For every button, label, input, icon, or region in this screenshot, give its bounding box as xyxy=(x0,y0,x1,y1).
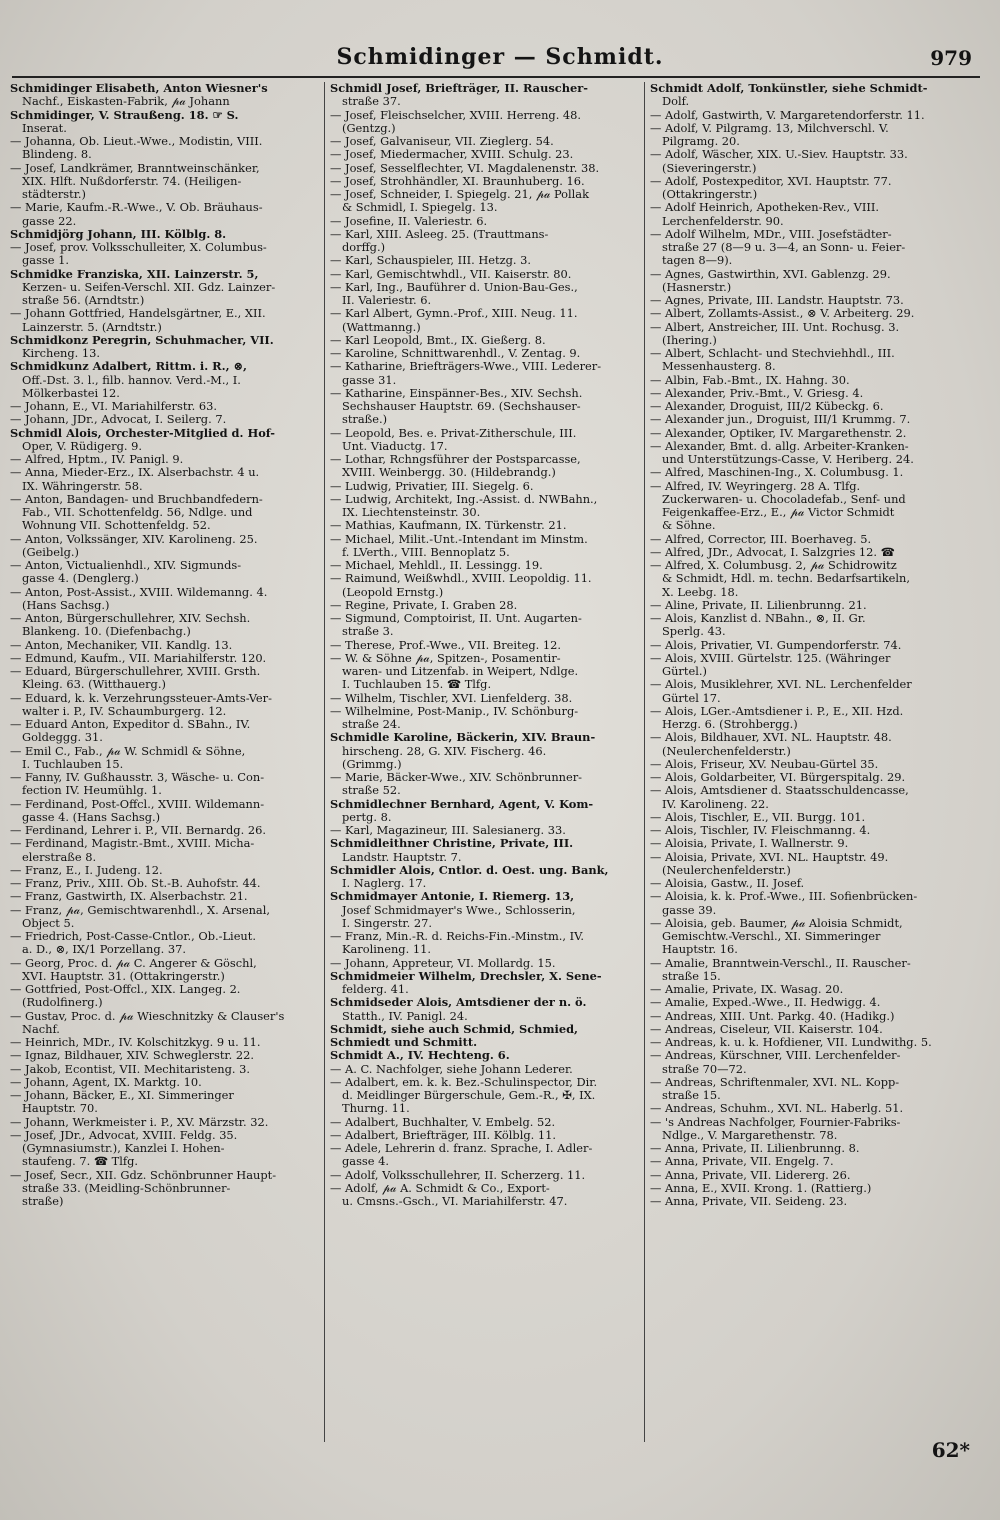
directory-line: — Karl, Schauspieler, III. Hetzg. 3. xyxy=(330,254,532,268)
directory-line: & Schmidl, I. Spiegelg. 13. xyxy=(342,201,498,215)
directory-line: — Anton, Mechaniker, VII. Kandlg. 13. xyxy=(10,638,233,652)
directory-line: — Anton, Post-Assist., XVIII. Wildemanng. 4. xyxy=(10,585,268,599)
directory-line: (Hans Sachsg.) xyxy=(22,598,110,612)
directory-line: Schmidl Josef, Briefträger, II. Rauscher- xyxy=(330,82,588,95)
directory-line: Off.-Dst. 3. l., filb. hannov. Verd.-M., I. xyxy=(22,373,241,387)
directory-line: — Alexander jun., Droguist, III/1 Krummg. 7. xyxy=(650,413,911,427)
directory-line: — Josef, JDr., Advocat, XVIII. Feldg. 35. xyxy=(10,1128,238,1142)
directory-line: Sechshauser Hauptstr. 69. (Sechshauser- xyxy=(342,400,581,413)
directory-line: — Johanna, Ob. Lieut.-Wwe., Modistin, VIII. xyxy=(10,135,263,148)
directory-line: — Eduard, Bürgerschullehrer, XVIII. Grsth. xyxy=(10,665,261,678)
directory-line: Mölkerbastei 12. xyxy=(22,386,120,400)
directory-line: Schmidmeier Wilhelm, Drechsler, X. Sene- xyxy=(330,969,602,983)
directory-line: — Johann Gottfried, Handelsgärtner, E., XII. xyxy=(10,307,266,321)
directory-line: — Agnes, Gastwirthin, XVI. Gablenzg. 29. xyxy=(650,267,891,281)
directory-line: — Wilhelmine, Post-Manip., IV. Schönburg- xyxy=(330,704,579,718)
directory-line: XIX. Hlft. Nußdorferstr. 74. (Heiligen- xyxy=(22,174,242,188)
directory-line: — Amalie, Private, IX. Wasag. 20. xyxy=(650,983,844,996)
column-divider xyxy=(324,82,325,1442)
directory-line: — Alois, Privatier, VI. Gumpendorferstr. 74. xyxy=(650,638,902,652)
directory-line: Schmidjörg Johann, III. Kölblg. 8. xyxy=(10,227,227,241)
directory-line: — Anna, Private, II. Lilienbrunng. 8. xyxy=(650,1142,860,1155)
directory-line: — 's Andreas Nachfolger, Fournier-Fabriks- xyxy=(650,1115,901,1129)
directory-line: — Alois, Bildhauer, XVI. NL. Hauptstr. 48. xyxy=(650,731,892,745)
directory-line: — Jakob, Econtist, VII. Mechitaristeng. 3. xyxy=(10,1062,251,1076)
directory-line: — Alois, LGer.-Amtsdiener i. P., E., XII. Hzd. xyxy=(650,704,904,718)
directory-line: — Josef, prov. Volksschulleiter, X. Columbus- xyxy=(10,241,267,254)
directory-line: — Aloisia, Private, XVI. NL. Hauptstr. 49. xyxy=(650,850,889,864)
directory-line: straße 3. xyxy=(342,625,394,639)
directory-line: — Ferdinand, Post-Offcl., XVIII. Wildemann- xyxy=(10,797,265,811)
directory-line: — Alexander, Bmt. d. allg. Arbeiter-Kranken- xyxy=(650,439,909,453)
directory-line: — Adolf Heinrich, Apotheken-Rev., VIII. xyxy=(650,201,880,215)
directory-line: — Josef, Galvaniseur, VII. Zieglerg. 54. xyxy=(330,135,554,148)
directory-line: — Josef, Miedermacher, XVIII. Schulg. 23. xyxy=(330,148,574,162)
directory-line: — Anna, Private, VII. Seideng. 23. xyxy=(650,1195,848,1208)
directory-line: — Anna, Private, VII. Engelg. 7. xyxy=(650,1155,834,1169)
directory-line: — Adolf, Volksschullehrer, II. Scherzerg. 11. xyxy=(330,1168,586,1182)
directory-line: — Alfred, Corrector, III. Boerhaveg. 5. xyxy=(650,532,872,546)
directory-line: straße 56. (Arndtstr.) xyxy=(22,294,145,307)
directory-line: Blankeng. 10. (Diefenbachg.) xyxy=(22,625,191,639)
directory-line: — Alois, Tischler, IV. Fleischmanng. 4. xyxy=(650,824,871,837)
directory-line: — Karl, Magazineur, III. Salesianerg. 33. xyxy=(330,824,566,837)
directory-line: I. Tuchlauben 15. ☎ Tlfg. xyxy=(342,678,492,692)
directory-line: — Albert, Schlacht- und Stechviehhdl., III. xyxy=(650,347,895,360)
directory-line: (Geibelg.) xyxy=(22,545,79,559)
directory-line: gasse 4. (Hans Sachsg.) xyxy=(22,810,161,824)
directory-line: — Johann, Appreteur, VI. Mollardg. 15. xyxy=(330,956,556,970)
directory-line: — Karl, Gemischtwhdl., VII. Kaiserstr. 80. xyxy=(330,267,572,281)
directory-line: — Alois, Tischler, E., VII. Burgg. 101. xyxy=(650,810,866,824)
directory-line: — Adalbert, Buchhalter, V. Embelg. 52. xyxy=(330,1115,556,1129)
directory-line: Gürtel 17. xyxy=(662,691,721,705)
directory-line: — Andreas, Schriftenmaler, XVI. NL. Kopp- xyxy=(650,1075,900,1089)
directory-line: — Adolf, Wäscher, XIX. U.-Siev. Hauptstr. 33. xyxy=(650,148,908,162)
directory-line: — Amalie, Branntwein-Verschl., II. Rauscher- xyxy=(650,956,911,970)
directory-line: — W. & Söhne 𝓅𝒶, Spitzen-, Posamentir- xyxy=(330,651,561,665)
directory-line: elerstraße 8. xyxy=(22,850,97,864)
directory-line: — Adolf, V. Pilgramg. 13, Milchverschl. V. xyxy=(650,121,889,135)
directory-line: — Karl, Ing., Bauführer d. Union-Bau-Ges., xyxy=(330,280,578,294)
directory-line: gasse 22. xyxy=(22,214,77,228)
directory-line: — Aline, Private, II. Lilienbrunng. 21. xyxy=(650,598,867,612)
directory-line: gasse 4. xyxy=(342,1155,390,1169)
directory-line: XVI. Hauptstr. 31. (Ottakringerstr.) xyxy=(22,969,225,983)
directory-line: — Aloisia, Gastw., II. Josef. xyxy=(650,877,805,890)
directory-line: — Alois, Amtsdiener d. Staatsschuldencasse, xyxy=(650,784,909,798)
directory-line: fection IV. Heumühlg. 1. xyxy=(22,784,162,798)
directory-line: dorffg.) xyxy=(342,241,386,254)
directory-line: — Therese, Prof.-Wwe., VII. Breiteg. 12. xyxy=(330,638,562,652)
directory-line: f. LVerth., VIII. Bennoplatz 5. xyxy=(342,545,510,559)
directory-line: — Raimund, Weißwhdl., XVIII. Leopoldig. 11. xyxy=(330,572,592,586)
directory-line: Herzg. 6. (Strohbergg.) xyxy=(662,718,798,731)
directory-line: — Adalbert, Briefträger, III. Kölblg. 11. xyxy=(330,1128,556,1142)
directory-line: — Adalbert, em. k. k. Bez.-Schulinspector, Dir. xyxy=(330,1075,598,1089)
directory-line: Kircheng. 13. xyxy=(22,347,101,360)
directory-line: felderg. 41. xyxy=(342,983,409,996)
directory-line: Schmidleithner Christine, Private, III. xyxy=(330,837,574,851)
directory-line: Schmidt Adolf, Tonkünstler, siehe Schmidt- xyxy=(650,82,928,95)
directory-line: Schmidlechner Bernhard, Agent, V. Kom- xyxy=(330,797,594,811)
directory-line: IX. Liechtensteinstr. 30. xyxy=(342,506,481,519)
directory-line: Gürtel.) xyxy=(662,665,707,678)
directory-line: — Lothar, Rchngsführer der Postsparcasse, xyxy=(330,453,581,466)
directory-line: — Johann, JDr., Advocat, I. Seilerg. 7. xyxy=(10,413,227,427)
directory-line: — Wilhelm, Tischler, XVI. Lienfelderg. 38. xyxy=(330,691,573,705)
directory-line: — Andreas, XIII. Unt. Parkg. 40. (Hadikg.) xyxy=(650,1009,895,1023)
directory-line: walter i. P., IV. Schaumburgerg. 12. xyxy=(22,704,227,718)
directory-line: (Rudolfinerg.) xyxy=(22,996,103,1010)
directory-line: — Anton, Bürgerschullehrer, XIV. Sechsh. xyxy=(10,612,251,625)
directory-line: (Gymnasiumstr.), Kanzlei I. Hohen- xyxy=(22,1142,225,1155)
directory-line: — Franz, E., I. Judeng. 12. xyxy=(10,863,163,877)
directory-line: tagen 8—9). xyxy=(662,254,733,268)
directory-line: (Ihering.) xyxy=(662,333,717,347)
directory-line: Dolf. xyxy=(662,95,690,109)
directory-line: — Albin, Fab.-Bmt., IX. Hahng. 30. xyxy=(650,373,850,387)
directory-line: Nachf. xyxy=(22,1022,60,1036)
directory-line: & Söhne. xyxy=(662,519,716,533)
directory-line: — Andreas, Kürschner, VIII. Lerchenfelder- xyxy=(650,1049,901,1063)
directory-line: — Alfred, JDr., Advocat, I. Salzgries 12. ☎ xyxy=(650,545,895,559)
column-middle xyxy=(330,82,642,1208)
directory-line: X. Leebg. 18. xyxy=(662,585,739,599)
directory-line: — Regine, Private, I. Graben 28. xyxy=(330,598,518,612)
directory-line: — Adolf, Postexpeditor, XVI. Hauptstr. 77. xyxy=(650,174,892,188)
directory-line: Unt. Viaductg. 17. xyxy=(342,439,448,453)
directory-line: gasse 39. xyxy=(662,903,717,917)
directory-line: — Sigmund, Comptoirist, II. Unt. Augarten- xyxy=(330,612,582,625)
directory-line: Schmidler Alois, Cntlor. d. Oest. ung. Bank, xyxy=(330,863,609,877)
directory-columns xyxy=(0,82,1000,1442)
directory-line: straße 52. xyxy=(342,784,401,798)
directory-line: Hauptstr. 16. xyxy=(662,943,738,957)
directory-line: Schmidl Alois, Orchester-Mitglied d. Hof- xyxy=(10,426,276,440)
signature-mark: 62* xyxy=(931,1438,970,1462)
directory-line: — Alois, Goldarbeiter, VI. Bürgerspitalg. 29. xyxy=(650,771,906,784)
directory-line: — Aloisia, Private, I. Wallnerstr. 9. xyxy=(650,837,849,851)
directory-line: — Alois, Kanzlist d. NBahn., ⊗, II. Gr. xyxy=(650,612,866,625)
directory-line: II. Valeriestr. 6. xyxy=(342,294,432,307)
directory-line: — Josef, Fleischselcher, XVIII. Herreng. 48. xyxy=(330,108,582,122)
directory-line: gasse 4. (Denglerg.) xyxy=(22,572,139,586)
directory-line: Lainzerstr. 5. (Arndtstr.) xyxy=(22,320,162,334)
page-number: 979 xyxy=(930,46,972,70)
directory-line: Fab., VII. Schottenfeldg. 56, Ndlge. und xyxy=(22,506,253,519)
directory-line: Sperlg. 43. xyxy=(662,625,726,639)
directory-line: — Karl, XIII. Asleeg. 25. (Trauttmans- xyxy=(330,227,549,241)
directory-line: — Franz, Gastwirth, IX. Alserbachstr. 21. xyxy=(10,890,248,904)
directory-line: — Alfred, X. Columbusg. 2, 𝓅𝒶 Schidrowitz xyxy=(650,559,897,572)
directory-line: und Unterstützungs-Casse, V. Heriberg. 24. xyxy=(662,453,914,466)
directory-line: — Josef, Schneider, I. Spiegelg. 21, 𝓅𝒶 Pollak xyxy=(330,188,589,201)
directory-line: — Friedrich, Post-Casse-Cntlor., Ob.-Lieut. xyxy=(10,930,256,943)
directory-line: — Albert, Anstreicher, III. Unt. Rochusg. 3. xyxy=(650,320,900,334)
directory-line: straße 37. xyxy=(342,95,401,109)
directory-line: straße 27 (8—9 u. 3—4, an Sonn- u. Feier- xyxy=(662,241,906,254)
directory-line: — Karl Leopold, Bmt., IX. Gießerg. 8. xyxy=(330,333,546,347)
directory-line: — Johann, Werkmeister i. P., XV. Märzstr. 32. xyxy=(10,1115,269,1129)
directory-line: (Wattmanng.) xyxy=(342,320,421,334)
directory-line: Gemischtw.-Verschl., XI. Simmeringer xyxy=(662,930,881,943)
directory-line: Schmiedt und Schmitt. xyxy=(330,1036,478,1049)
directory-line: Wohnung VII. Schottenfeldg. 52. xyxy=(22,519,211,533)
directory-line: (Grimmg.) xyxy=(342,757,402,771)
directory-line: Schmidt A., IV. Hechteng. 6. xyxy=(330,1049,510,1063)
directory-line: — Ludwig, Privatier, III. Siegelg. 6. xyxy=(330,479,534,493)
directory-line: (Neulerchenfelderstr.) xyxy=(662,744,791,758)
directory-line: Josef Schmidmayer's Wwe., Schlosserin, xyxy=(342,903,576,917)
directory-line: Schmidle Karoline, Bäckerin, XIV. Braun- xyxy=(330,731,596,745)
directory-line: Schmidinger, V. Straußeng. 18. ☞ S. xyxy=(10,108,239,122)
directory-line: XVIII. Weinbergg. 30. (Hildebrandg.) xyxy=(342,466,556,480)
directory-line: — Adolf Wilhelm, MDr., VIII. Josefstädter- xyxy=(650,227,892,241)
directory-line: IX. Währingerstr. 58. xyxy=(22,479,143,493)
directory-line: Hauptstr. 70. xyxy=(22,1102,98,1116)
directory-line: straße 24. xyxy=(342,718,401,731)
directory-line: straße) xyxy=(22,1195,64,1208)
directory-line: Blindeng. 8. xyxy=(22,148,92,162)
directory-line: d. Meidlinger Bürgerschule, Gem.-R., ✠, IX. xyxy=(342,1089,596,1102)
directory-line: — Anna, E., XVII. Krong. 1. (Rattierg.) xyxy=(650,1181,872,1195)
directory-line: — Adolf, 𝓅𝒶 A. Schmidt & Co., Export- xyxy=(330,1181,550,1195)
directory-line: — A. C. Nachfolger, siehe Johann Lederer. xyxy=(330,1062,573,1076)
directory-line: — Anton, Victualienhdl., XIV. Sigmunds- xyxy=(10,559,242,572)
directory-line: — Anna, Private, VII. Lidererg. 26. xyxy=(650,1168,851,1182)
directory-line: IV. Karolineng. 22. xyxy=(662,797,769,811)
directory-line: — Albert, Zollamts-Assist., ⊗ V. Arbeiterg. 29. xyxy=(650,307,915,321)
directory-line: a. D., ⊗, IX/1 Porzellang. 37. xyxy=(22,943,187,957)
directory-line: — Eduard, k. k. Verzehrungssteuer-Amts-Ver- xyxy=(10,691,272,705)
directory-line: — Franz, Min.-R. d. Reichs-Fin.-Minstm., IV. xyxy=(330,930,584,943)
directory-line: — Gustav, Proc. d. 𝓅𝒶 Wieschnitzky & Clauser's xyxy=(10,1009,285,1023)
directory-line: — Aloisia, geb. Baumer, 𝓅𝒶 Aloisia Schmidt, xyxy=(650,916,903,930)
directory-line: — Alfred, Hptm., IV. Panigl. 9. xyxy=(10,453,184,466)
directory-line: I. Singerstr. 27. xyxy=(342,916,432,930)
directory-line: — Josef, Secr., XII. Gdz. Schönbrunner Haupt- xyxy=(10,1168,277,1182)
directory-line: — Aloisia, k. k. Prof.-Wwe., III. Sofienbrücken- xyxy=(650,890,918,904)
directory-line: (Leopold Ernstg.) xyxy=(342,585,444,599)
directory-line: Kerzen- u. Seifen-Verschl. XII. Gdz. Lainzer- xyxy=(22,280,276,294)
directory-line: Oper, V. Rüdigerg. 9. xyxy=(22,439,143,453)
directory-line: — Alexander, Optiker, IV. Margarethenstr. 2. xyxy=(650,426,907,440)
directory-line: — Eduard Anton, Expeditor d. SBahn., IV. xyxy=(10,718,251,731)
directory-line: — Alois, Musiklehrer, XVI. NL. Lerchenfelder xyxy=(650,678,912,692)
directory-line: Goldeggg. 31. xyxy=(22,731,103,745)
directory-line: straße 15. xyxy=(662,1089,721,1102)
directory-line: — Alois, XVIII. Gürtelstr. 125. (Währinger xyxy=(650,651,891,665)
directory-line: gasse 1. xyxy=(22,254,70,268)
directory-line: — Anna, Mieder-Erz., IX. Alserbachstr. 4 u. xyxy=(10,466,260,480)
directory-line: — Karl Albert, Gymn.-Prof., XIII. Neug. 11. xyxy=(330,307,578,321)
directory-line: straße 70—72. xyxy=(662,1062,747,1076)
directory-line: — Marie, Bäcker-Wwe., XIV. Schönbrunner- xyxy=(330,771,583,784)
directory-line: — Mathias, Kaufmann, IX. Türkenstr. 21. xyxy=(330,519,567,533)
directory-line: — Adolf, Gastwirth, V. Margaretendorferstr. 11. xyxy=(650,108,925,122)
directory-line: — Andreas, Schuhm., XVI. NL. Haberlg. 51. xyxy=(650,1102,904,1116)
directory-line: (Neulerchenfelderstr.) xyxy=(662,863,791,877)
directory-line: — Amalie, Exped.-Wwe., II. Hedwigg. 4. xyxy=(650,996,881,1010)
directory-line: Schmidmayer Antonie, I. Riemerg. 13, xyxy=(330,890,575,904)
directory-line: (Sieveringerstr.) xyxy=(662,161,757,175)
directory-line: — Michael, Mehldl., II. Lessingg. 19. xyxy=(330,559,543,572)
directory-line: — Ludwig, Architekt, Ing.-Assist. d. NWBahn., xyxy=(330,492,598,506)
directory-line: — Josef, Sesselflechter, VI. Magdalenenstr. 38. xyxy=(330,161,600,175)
directory-line: Inserat. xyxy=(22,121,67,135)
directory-line: Kleing. 63. (Witthauerg.) xyxy=(22,678,166,692)
directory-line: — Anton, Bandagen- und Bruchbandfedern- xyxy=(10,492,263,506)
directory-line: Landstr. Hauptstr. 7. xyxy=(342,850,462,864)
directory-line: — Karoline, Schnittwarenhdl., V. Zentag. 9. xyxy=(330,347,581,360)
directory-line: — Ferdinand, Magistr.-Bmt., XVIII. Micha- xyxy=(10,837,255,851)
directory-line: Schmidkonz Peregrin, Schuhmacher, VII. xyxy=(10,333,274,347)
directory-line: — Michael, Milit.-Unt.-Intendant im Minstm. xyxy=(330,532,588,546)
directory-line: (Gentzg.) xyxy=(342,121,396,135)
directory-line: Lerchenfelderstr. 90. xyxy=(662,214,784,228)
directory-line: I. Tuchlauben 15. xyxy=(22,757,124,771)
directory-line: — Ignaz, Bildhauer, XIV. Schweglerstr. 22. xyxy=(10,1049,254,1063)
column-divider xyxy=(644,82,645,1442)
directory-line: — Adele, Lehrerin d. franz. Sprache, I. Adler- xyxy=(330,1142,593,1155)
column-right xyxy=(650,82,962,1208)
directory-line: straße.) xyxy=(342,413,388,427)
directory-line: Schmidseder Alois, Amtsdiener der n. ö. xyxy=(330,996,587,1010)
directory-line: straße 15. xyxy=(662,969,721,983)
directory-line: Schmidkunz Adalbert, Rittm. i. R., ⊗, xyxy=(10,360,248,374)
directory-line: Karolineng. 11. xyxy=(342,943,431,957)
directory-line: — Katharine, Briefträgers-Wwe., VIII. Lederer- xyxy=(330,360,602,374)
directory-line: — Agnes, Private, III. Landstr. Hauptstr. 73. xyxy=(650,294,904,307)
directory-line: — Katharine, Einspänner-Bes., XIV. Sechsh. xyxy=(330,386,583,400)
directory-line: — Gottfried, Post-Offcl., XIX. Langeg. 2. xyxy=(10,983,241,996)
directory-line: — Anton, Volkssänger, XIV. Karolineng. 25. xyxy=(10,532,258,546)
directory-line: — Edmund, Kaufm., VII. Mariahilferstr. 120. xyxy=(10,651,267,665)
directory-line: — Leopold, Bes. e. Privat-Zitherschule, III. xyxy=(330,426,577,440)
directory-line: (Ottakringerstr.) xyxy=(662,188,758,201)
directory-line: Thurng. 11. xyxy=(342,1102,410,1116)
directory-line: gasse 31. xyxy=(342,373,397,387)
directory-line: — Georg, Proc. d. 𝓅𝒶 C. Angerer & Göschl, xyxy=(10,956,257,970)
directory-line: — Johann, Agent, IX. Marktg. 10. xyxy=(10,1075,202,1089)
header-rule xyxy=(12,76,980,78)
directory-line: — Alois, Friseur, XV. Neubau-Gürtel 35. xyxy=(650,757,879,771)
directory-line: Schmidke Franziska, XII. Lainzerstr. 5, xyxy=(10,267,259,281)
directory-line: Statth., IV. Panigl. 24. xyxy=(342,1009,468,1023)
directory-line: — Emil C., Fab., 𝓅𝒶 W. Schmidl & Söhne, xyxy=(10,744,246,758)
directory-line: pertg. 8. xyxy=(342,810,392,824)
directory-line: städterstr.) xyxy=(22,188,86,201)
directory-line: — Josef, Landkrämer, Branntweinschänker, xyxy=(10,161,260,175)
directory-line: Pilgramg. 20. xyxy=(662,135,740,148)
directory-line: — Josefine, II. Valeriestr. 6. xyxy=(330,214,488,228)
directory-line: Feigenkaffee-Erz., E., 𝓅𝒶 Victor Schmidt xyxy=(662,506,895,519)
directory-line: waren- und Litzenfab. in Weipert, Ndlge. xyxy=(342,665,579,678)
directory-line: — Johann, Bäcker, E., XI. Simmeringer xyxy=(10,1089,234,1102)
directory-line: staufeng. 7. ☎ Tlfg. xyxy=(22,1155,139,1169)
page-header xyxy=(0,40,1000,80)
directory-line: straße 33. (Meidling-Schönbrunner- xyxy=(22,1181,231,1195)
directory-line: — Alexander, Priv.-Bmt., V. Griesg. 4. xyxy=(650,386,864,400)
column-left xyxy=(10,82,322,1208)
directory-line: u. Cmsns.-Gsch., VI. Mariahilferstr. 47. xyxy=(342,1195,568,1208)
directory-line: & Schmidt, Hdl. m. techn. Bedarfsartikeln, xyxy=(662,572,910,586)
directory-line: — Alexander, Droguist, III/2 Kübeckg. 6. xyxy=(650,400,884,413)
directory-line: — Franz, Priv., XIII. Ob. St.-B. Auhofstr. 44. xyxy=(10,877,261,890)
directory-line: Nachf., Eiskasten-Fabrik, 𝓅𝒶 Johann xyxy=(22,95,230,109)
directory-line: Messenhausterg. 8. xyxy=(662,360,776,374)
directory-line: — Johann, E., VI. Mariahilferstr. 63. xyxy=(10,400,217,413)
running-head: Schmidinger — Schmidt. xyxy=(336,44,664,70)
directory-line: — Fanny, IV. Gußhausstr. 3, Wäsche- u. Con- xyxy=(10,771,265,784)
directory-line: — Andreas, k. u. k. Hofdiener, VII. Lundwithg. 5. xyxy=(650,1036,932,1049)
directory-line: (Hasnerstr.) xyxy=(662,280,732,294)
directory-line: Ndlge., V. Margarethenstr. 78. xyxy=(662,1128,838,1142)
directory-line: — Franz, 𝓅𝒶, Gemischtwarenhdl., X. Arsenal, xyxy=(10,903,270,917)
directory-line: Object 5. xyxy=(22,916,75,930)
directory-line: Zuckerwaren- u. Chocoladefab., Senf- und xyxy=(662,492,906,506)
directory-line: — Marie, Kaufm.-R.-Wwe., V. Ob. Bräuhaus- xyxy=(10,201,263,215)
directory-line: — Heinrich, MDr., IV. Kolschitzkyg. 9 u. 11. xyxy=(10,1036,261,1049)
directory-line: — Alfred, IV. Weyringerg. 28 A. Tlfg. xyxy=(650,479,861,493)
directory-line: — Alfred, Maschinen-Ing., X. Columbusg. 1. xyxy=(650,466,904,480)
directory-line: hirscheng. 28, G. XIV. Fischerg. 46. xyxy=(342,744,547,758)
directory-line: — Ferdinand, Lehrer i. P., VII. Bernardg. 26. xyxy=(10,824,266,837)
directory-line: Schmidinger Elisabeth, Anton Wiesner's xyxy=(10,82,268,95)
directory-line: — Andreas, Ciseleur, VII. Kaiserstr. 104. xyxy=(650,1022,883,1036)
directory-line: I. Naglerg. 17. xyxy=(342,877,427,890)
directory-line: Schmidt, siehe auch Schmid, Schmied, xyxy=(330,1022,579,1036)
directory-line: — Josef, Strohhändler, XI. Braunhuberg. 16. xyxy=(330,174,585,188)
